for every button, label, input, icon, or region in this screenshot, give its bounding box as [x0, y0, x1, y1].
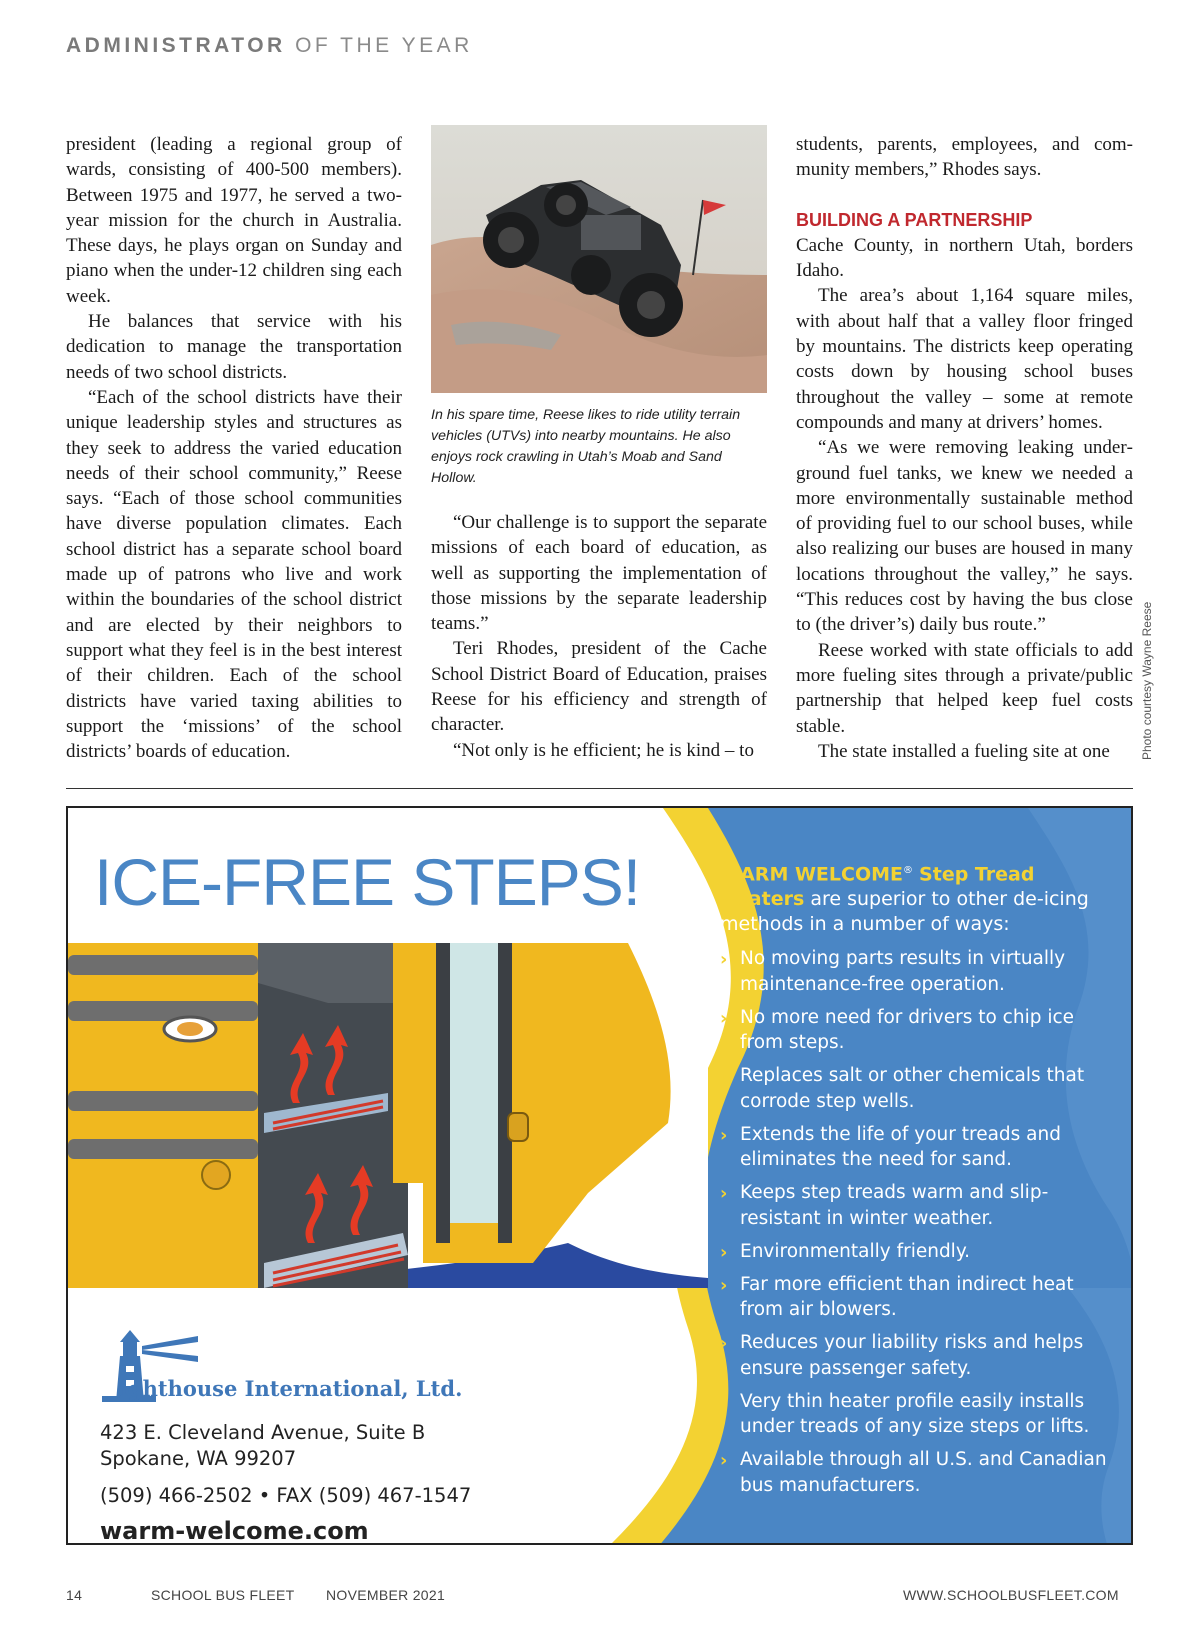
paragraph: He balances that service with his dedication to manage the transportation needs of two school districts.	[66, 311, 402, 383]
paragraph: president (leading a regional group of wards, consisting of 400-500 members). Between 1975 and 1977, he served a two-year mission for the church in Australia. These days, he plays organ on Sunday and piano when the under-12 children sing each week.	[66, 134, 402, 307]
chevron-right-icon: ›	[720, 1183, 728, 1205]
chevron-right-icon: ›	[720, 1007, 728, 1029]
product-name: Step Tread Heaters	[720, 863, 1035, 911]
registered-mark: ®	[903, 865, 913, 876]
ad-benefits-panel	[720, 858, 1120, 1506]
chevron-right-icon: ›	[720, 1124, 728, 1146]
utv-photo	[431, 125, 767, 393]
list-item: › Available through all U.S. and Canadian bus manufacturers.	[720, 1449, 1107, 1496]
paragraph: “Our challenge is to support the separate missions of each board of education, as well as supporting the implementation of those missions by the separate leadership teams.”	[431, 512, 767, 635]
benefits-list	[720, 946, 1120, 1498]
company-website: warm-welcome.com	[100, 1517, 369, 1545]
paragraph: “Not only is he efficient; he is kind – to	[453, 739, 754, 761]
paragraph: Reese worked with state officials to add more fueling sites through a private/public partnership that helped keep fuel costs stable.	[796, 639, 1133, 737]
section-header-bold: ADMINISTRATOR	[66, 34, 286, 57]
chevron-right-icon: ›	[720, 1333, 728, 1355]
list-item: › Extends the life of your treads and eliminates the need for sand.	[720, 1123, 1061, 1171]
ad-lead-text: are superior to other de-icing methods in a number of ways:	[720, 888, 1089, 936]
list-item: › No moving parts results in virtually maintenance-free operation.	[720, 948, 1066, 995]
publication-url: WWW.SCHOOLBUSFLEET.COM	[903, 1587, 1119, 1603]
article-column-1	[66, 132, 402, 764]
list-item: › Replaces salt or other chemicals that corrode step wells.	[720, 1065, 1085, 1112]
address-line: Spokane, WA 99207	[100, 1447, 297, 1470]
paragraph: “Each of the school districts have their unique leadership styles and structures as they seek to address the varied education needs of their school community,” Reese says. “Each of those school communities have diverse population climates. Each school district has a separate school board made up of patrons who live and work within the boundaries of the school district and are elected by their neighbors to support what they feel is in the best interest of their children. Each of the school districts have varied taxing abilities to support the ‘missions’ of the school districts’ boards of education.	[66, 386, 402, 763]
section-header-rest: OF THE YEAR	[295, 34, 473, 57]
chevron-right-icon: ›	[720, 1066, 728, 1088]
list-item: › No more need for drivers to chip ice from steps.	[720, 1006, 1075, 1054]
subheading: BUILDING A PARTNERSHIP	[796, 209, 1033, 230]
paragraph: The state installed a fueling site at one	[818, 740, 1110, 762]
chevron-right-icon: ›	[720, 1241, 728, 1263]
ad-headline: ICE-FREE STEPS!	[94, 845, 641, 919]
paragraph: students, parents, employees, and community members,” Rhodes says.	[796, 134, 1133, 181]
photo-credit: Photo courtesy Wayne Reese	[1140, 601, 1154, 760]
list-item: › Far more efficient than indirect heat from air blowers.	[720, 1273, 1074, 1321]
advertisement	[66, 806, 1133, 1545]
company-name: ighthouse International, Ltd.	[120, 1376, 463, 1401]
paragraph: Teri Rhodes, president of the Cache School District Board of Education, praises Reese for his efficiency and strength of character.	[431, 638, 767, 736]
list-item: › Reduces your liability risks and helps ensure passenger safety.	[720, 1332, 1084, 1379]
list-item: › Environmentally friendly.	[720, 1239, 1120, 1265]
divider	[66, 788, 1133, 789]
list-item: › Keeps step treads warm and slip-resistant in winter weather.	[720, 1182, 1049, 1229]
section-header	[66, 34, 473, 58]
brand-name: WARM WELCOME	[720, 863, 903, 886]
bus-steps-illustration	[68, 943, 708, 1288]
issue-date: NOVEMBER 2021	[326, 1587, 446, 1603]
chevron-right-icon: ›	[720, 1391, 728, 1413]
photo-caption: In his spare time, Reese likes to ride utility terrain vehicles (UTVs) into nearby mountains. He also enjoys rock crawling in Utah’s Moab and Sand Hollow.	[431, 407, 741, 486]
chevron-right-icon: ›	[720, 1450, 728, 1472]
address-line: 423 E. Cleveland Avenue, Suite B	[100, 1421, 426, 1444]
paragraph: “As we were removing leaking underground fuel tanks, we knew we needed a more environmentally sustainable method of providing fuel to our school buses, while also realizing our buses are housed in many locations throughout the valley,” he says. “This reduces cost by having the bus close to (the driver’s) daily bus route.”	[796, 437, 1133, 636]
chevron-right-icon: ›	[720, 949, 728, 971]
chevron-right-icon: ›	[720, 1274, 728, 1296]
publication-name: SCHOOL BUS FLEET	[151, 1587, 295, 1603]
paragraph: Cache County, in northern Utah, borders Idaho.	[796, 234, 1133, 282]
article-column-3	[796, 132, 1133, 764]
paragraph: The area’s about 1,164 square miles, with about half that a valley floor fringed by mountains. The districts keep operating costs down by housing school buses throughout the valley – some at remote compounds and many at drivers’ homes.	[796, 285, 1133, 433]
company-address	[100, 1420, 425, 1472]
company-phone: (509) 466-2502 • FAX (509) 467-1547	[100, 1484, 472, 1507]
list-item: › Very thin heater profile easily installs under treads of any size steps or lifts.	[720, 1390, 1090, 1438]
page-number: 14	[66, 1587, 83, 1603]
